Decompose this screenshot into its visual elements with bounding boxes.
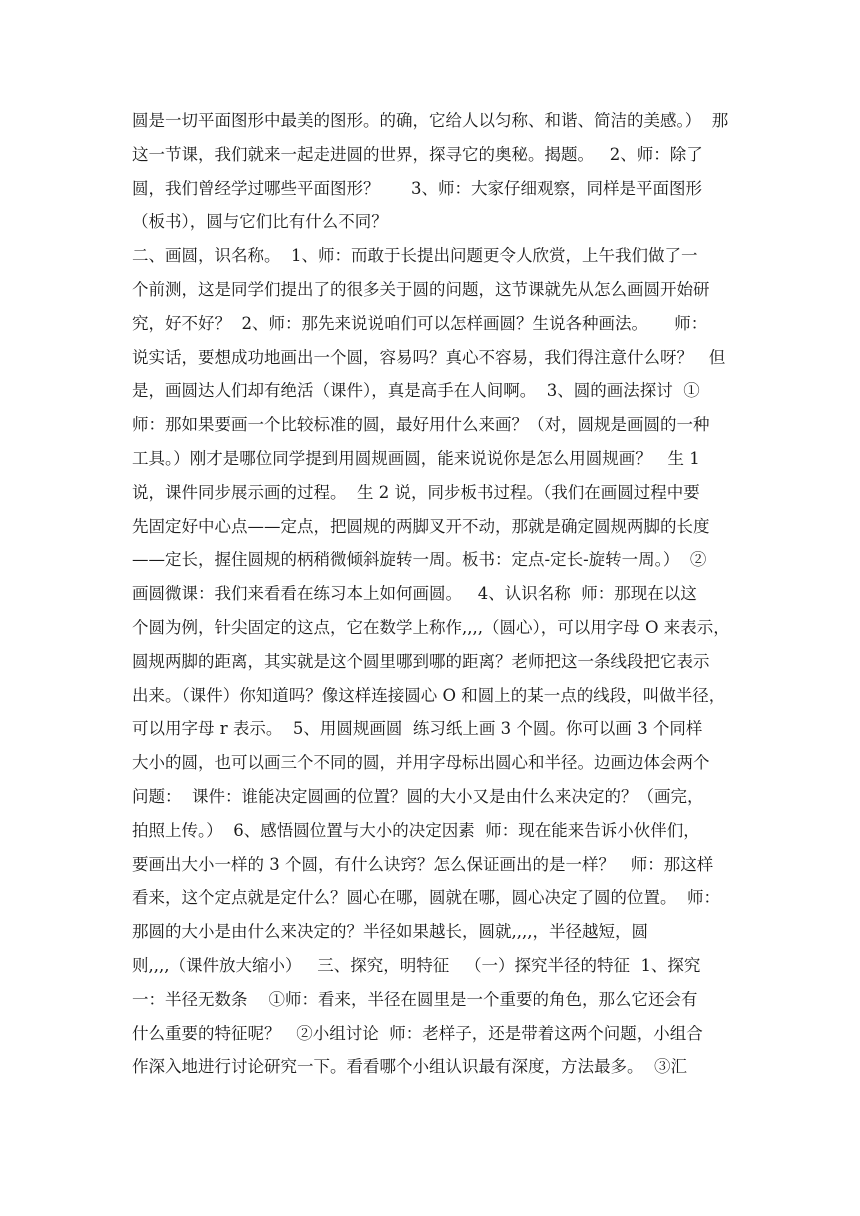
text-line: 究，好不好？ 2、师：那先来说说咱们可以怎样画圆？生说各种画法。 师： <box>132 313 708 333</box>
text-line: 是，画圆达人们却有绝活（课件），真是高手在人间啊。 3、圆的画法探讨 ① <box>132 381 700 401</box>
text-line: ——定长，握住圆规的柄稍微倾斜旋转一周。板书：定点-定长-旋转一周。） ② <box>132 550 707 570</box>
text-line: 大小的圆，也可以画三个不同的圆，并用字母标出圆心和半径。边画边体会两个 <box>132 753 710 773</box>
text-line: 那圆的大小是由什么来决定的？半径如果越长，圆就,,,,，半径越短，圆 <box>132 922 648 942</box>
text-line: 师：那如果要画一个比较标准的圆，最好用什么来画？（对，圆规是画圆的一种 <box>132 415 710 435</box>
text-line: 一：半径无数条 ①师：看来，半径在圆里是一个重要的角色，那么它还会有 <box>132 989 698 1009</box>
text-line: 作深入地进行讨论研究一下。看看哪个小组认识最有深度，方法最多。 ③汇 <box>132 1057 687 1077</box>
text-line: 可以用字母 r 表示。 5、用圆规画圆 练习纸上画 3 个圆。你可以画 3 个同样 <box>132 719 703 739</box>
text-line: 个前测，这是同学们提出了的很多关于圆的问题，这节课就先从怎么画圆开始研 <box>132 279 710 299</box>
text-line: 问题： 课件：谁能决定圆画的位置？圆的大小又是由什么来决定的？（画完， <box>132 786 704 806</box>
text-line: 二、画圆，识名称。 1、师：而敢于长提出问题更令人欣赏，上午我们做了一 <box>132 246 698 266</box>
text-line: 圆规两脚的距离，其实就是这个圆里哪到哪的距离？老师把这一条线段把它表示 <box>132 651 710 671</box>
text-line: 画圆微课：我们来看看在练习本上如何画圆。 4、认识名称 师：那现在以这 <box>132 584 697 604</box>
text-line: 先固定好中心点——定点，把圆规的两脚叉开不动，那就是确定圆规两脚的长度 <box>132 516 710 536</box>
text-line: 说，课件同步展示画的过程。 生 2 说，同步板书过程。（我们在画圆过程中要 <box>132 482 700 502</box>
text-line: 什么重要的特征呢？ ②小组讨论 师：老样子，还是带着这两个问题，小组合 <box>132 1023 703 1043</box>
text-line: 看来，这个定点就是定什么？圆心在哪，圆就在哪，圆心决定了圆的位置。 师： <box>132 888 720 908</box>
text-line: 说实话，要想成功地画出一个圆，容易吗？真心不容易，我们得注意什么呀？ 但 <box>132 347 726 367</box>
text-line: 圆，我们曾经学过哪些平面图形？ 3、师：大家仔细观察，同样是平面图形 <box>132 178 702 198</box>
text-line: 拍照上传。） 6、感悟圆位置与大小的决定因素 师：现在能来告诉小伙伴们， <box>132 820 700 840</box>
text-line: 工具。）刚才是哪位同学提到用圆规画圆，能来说说你是怎么用圆规画？ 生 1 <box>132 448 700 468</box>
text-line: 要画出大小一样的 3 个圆，有什么诀窍？怎么保证画出的是一样？ 师：那这样 <box>132 854 714 874</box>
text-line: 圆是一切平面图形中最美的图形。的确，它给人以匀称、和谐、简洁的美感。） 那 <box>132 111 729 130</box>
text-line: 则,,,,（课件放大缩小） 三、探究，明特征 （一）探究半径的特征 1、探究 <box>132 955 701 975</box>
lesson-plan-text <box>132 104 732 1084</box>
text-line: （板书），圆与它们比有什么不同？ <box>132 212 388 232</box>
text-line: 这一节课，我们就来一起走进圆的世界，探寻它的奥秘。揭题。 2、师：除了 <box>132 144 703 164</box>
text-line: 个圆为例，针尖固定的这点，它在数学上称作,,,,（圆心），可以用字母 O 来表示， <box>132 617 730 637</box>
text-line: 出来。（课件）你知道吗？像这样连接圆心 O 和圆上的某一点的线段，叫做半径， <box>132 685 726 705</box>
